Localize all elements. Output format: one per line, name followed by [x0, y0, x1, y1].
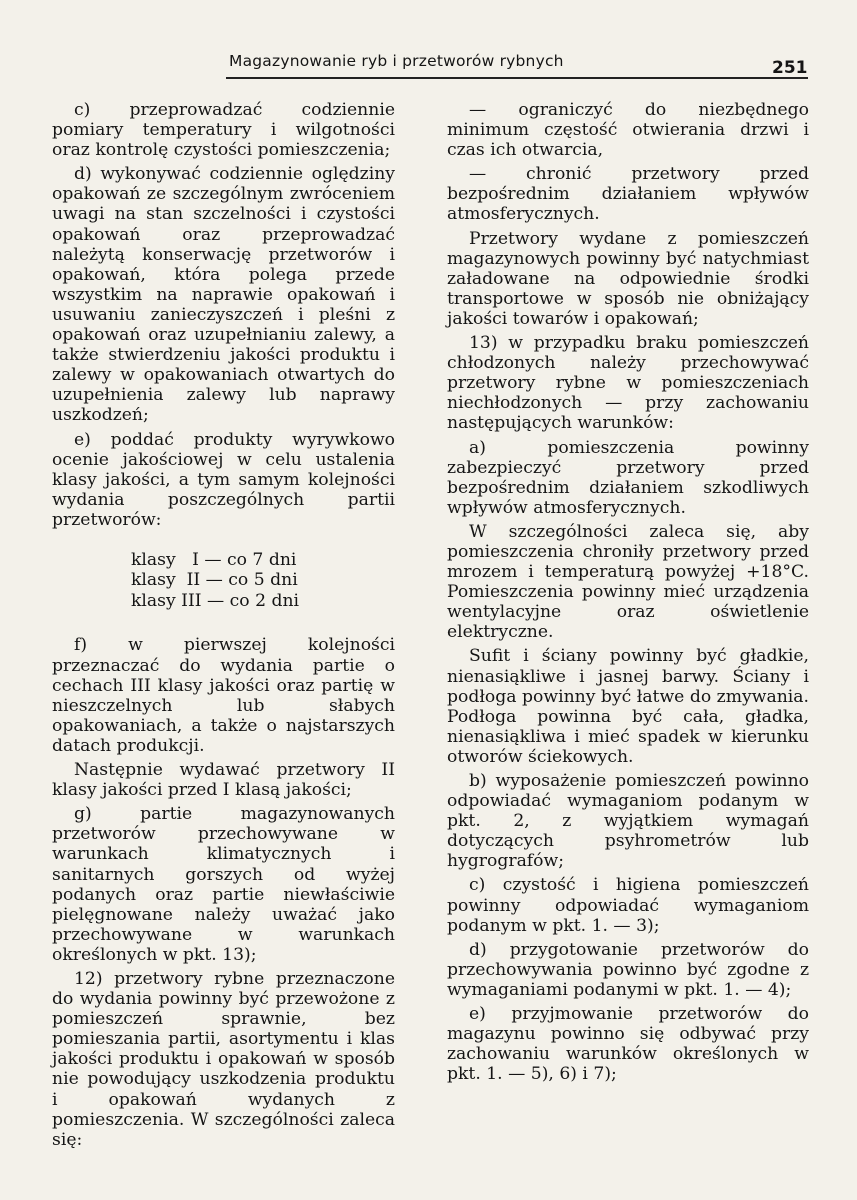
page-number: 251	[772, 58, 808, 78]
paragraph-g: g) partie magazynowanych przetworów przechowywane w warunkach klimatycznych i sanitarnych gorszych od wyżej podanych oraz partie niewłaściwie pielęgnowane należy uważać jako przechowywane w warunkach określonych w pkt. 13);	[52, 804, 395, 965]
left-column	[52, 100, 395, 1154]
paragraph-d: d) wykonywać codziennie oględziny opakowań ze szczególnym zwróceniem uwagi na stan szczelności i czystości opakowań oraz przeprowadzać należytą konserwację przetworów i opakowań, która polega przede wszystkim na naprawie opakowań i usuwaniu zanieczyszczeń i pleśni z opakowań oraz uzupełnianiu zalewy, a także stwierdzeniu jakości produktu i zalewy w opakowaniach otwartych do uzupełnienia zalewy lub naprawy uszkodzeń;	[52, 164, 395, 426]
paragraph-c: c) przeprowadzać codziennie pomiary temperatury i wilgotności oraz kontrolę czystości pomieszczenia;	[52, 100, 395, 161]
paragraph-13b: b) wyposażenie pomieszczeń powinno odpowiadać wymaganiom podanym w pkt. 2, z wyjątkiem wymagań dotyczących psyhrometrów lub hygrografów;	[447, 771, 809, 872]
running-header: Magazynowanie ryb i przetworów rybnych	[229, 52, 564, 70]
paragraph-13d: d) przygotowanie przetworów do przechowywania powinno być zgodne z wymaganiami podanymi w pkt. 1. — 4);	[447, 939, 809, 1000]
paragraph-f: f) w pierwszej kolejności przeznaczać do wydania partie o cechach III klasy jakości oraz partię w nieszczelnych lub słabych opakowaniach, a także o najstarszych datach produkcji.	[52, 635, 395, 756]
paragraph-protect: — chronić przetwory przed bezpośrednim działaniem wpływów atmosferycznych.	[447, 164, 809, 225]
paragraph-13a: a) pomieszczenia powinny zabezpieczyć przetwory przed bezpośrednim działaniem szkodliwych wpływów atmosferycznych.	[447, 437, 809, 518]
quality-class-schedule	[131, 550, 395, 612]
paragraph-loading: Przetwory wydane z pomieszczeń magazynowych powinny być natychmiast załadowane na odpowiednie środki transportowe w sposób nie obniżający jakości towarów i opakowań;	[447, 228, 809, 329]
paragraph-13: 13) w przypadku braku pomieszczeń chłodzonych należy przechowywać przetwory rybne w pomieszczeniach niechłodzonych — przy zachowaniu następujących warunków:	[447, 333, 809, 434]
paragraph-e: e) poddać produkty wyrywkowo ocenie jakościowej w celu ustalenia klasy jakości, a tym samym kolejności wydania poszczególnych partii przetworów:	[52, 429, 395, 530]
class-iii-row: klasy III — co 2 dni	[131, 590, 300, 611]
paragraph-limit-opening: — ograniczyć do niezbędnego minimum częstość otwierania drzwi i czas ich otwarcia,	[447, 100, 809, 161]
paragraph-ceiling-walls: Sufit i ściany powinny być gładkie, nienasiąkliwe i jasnej barwy. Ściany i podłoga powinny być łatwe do zmywania. Podłoga powinna być cała, gładka, nienasiąkliwa i mieć spadek w kierunku otworów ściekowych.	[447, 646, 809, 767]
right-column	[447, 100, 809, 1088]
header-rule	[226, 77, 808, 79]
paragraph-next: Następnie wydawać przetwory II klasy jakości przed I klasą jakości;	[52, 760, 395, 801]
paragraph-recommendation: W szczególności zaleca się, aby pomieszczenia chroniły przetwory przed mrozem i temperaturą powyżej +18°C. Pomieszczenia powinny mieć urządzenia wentylacyjne oraz oświetlenie elektryczne.	[447, 521, 809, 643]
class-ii-row: klasy II — co 5 dni	[131, 570, 298, 591]
paragraph-12: 12) przetwory rybne przeznaczone do wydania powinny być przewożone z pomieszczeń sprawnie, bez pomieszania partii, asortymentu i klas jakości produktu i opakowań w sposób nie powodujący uszkodzenia produktu i opakowań wydanych z pomieszczenia. W szczególności zaleca się:	[52, 968, 395, 1150]
paragraph-13c: c) czystość i higiena pomieszczeń powinny odpowiadać wymaganiom podanym w pkt. 1. — 3);	[447, 875, 809, 936]
paragraph-13e: e) przyjmowanie przetworów do magazynu powinno się odbywać przy zachowaniu warunków określonych w pkt. 1. — 5), 6) i 7);	[447, 1004, 809, 1085]
class-i-row: klasy I — co 7 dni	[131, 549, 297, 570]
